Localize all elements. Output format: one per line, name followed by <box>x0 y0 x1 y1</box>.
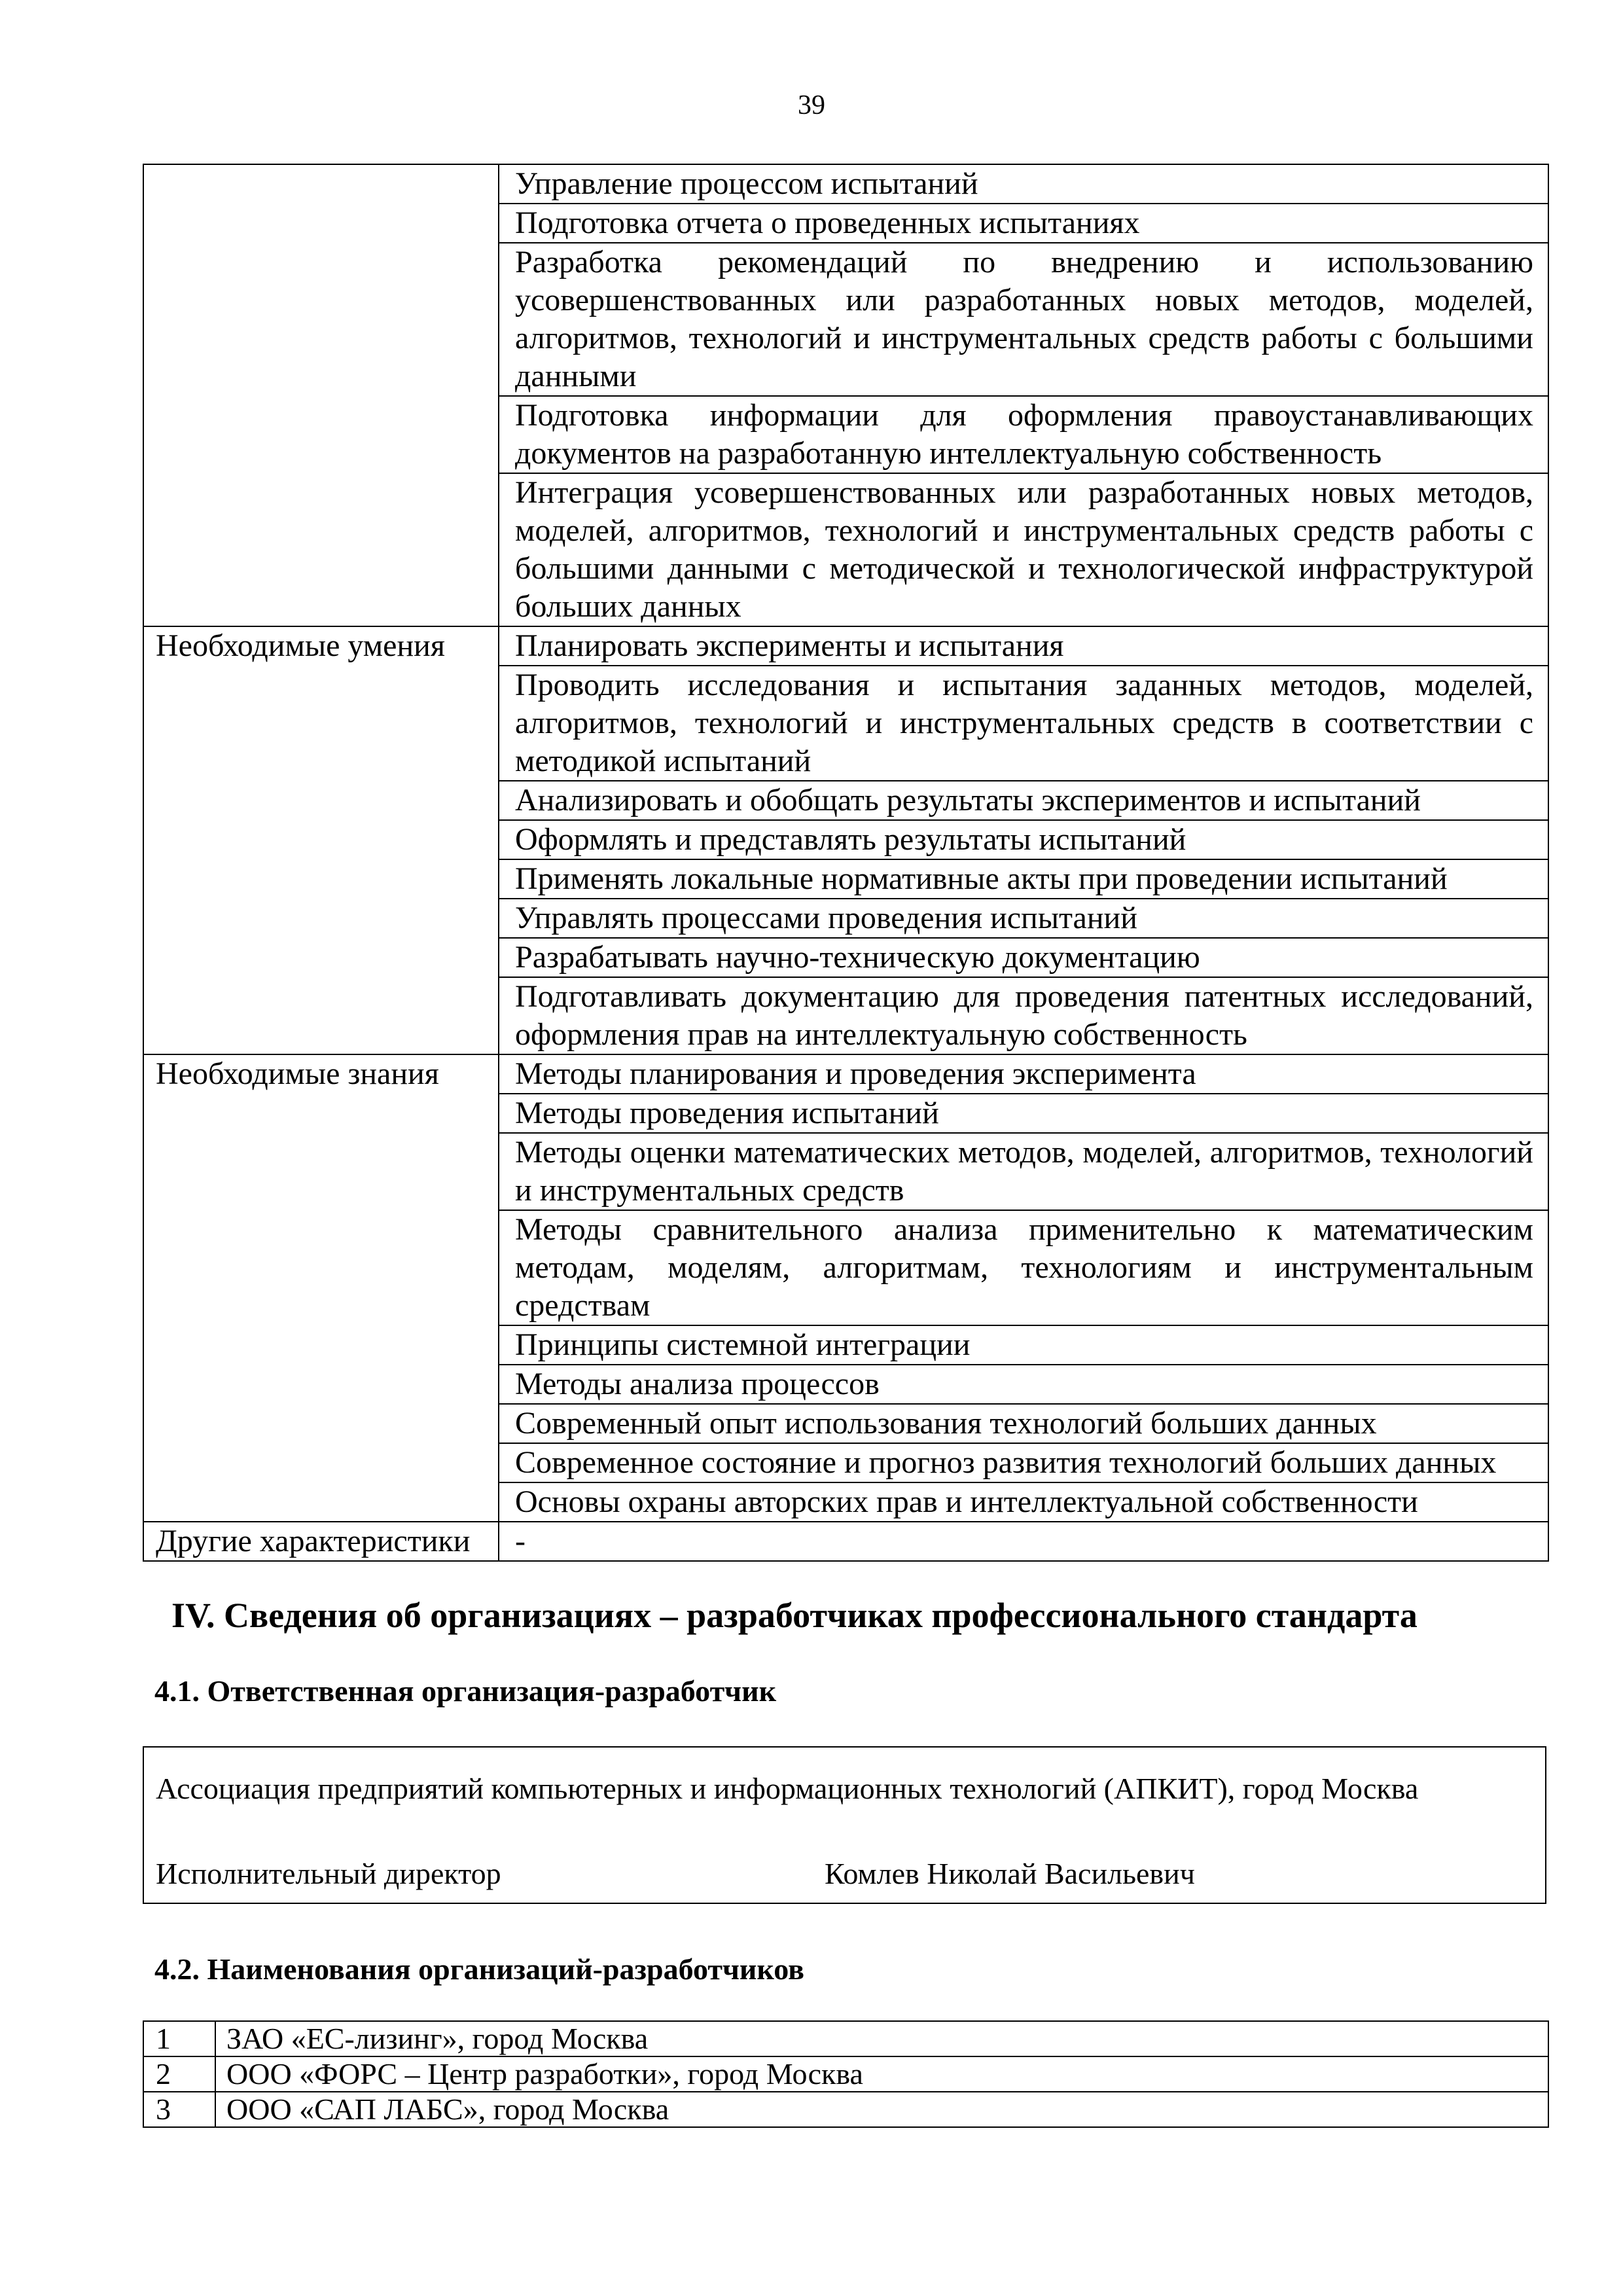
table-row <box>143 1054 1548 1094</box>
organization-cell: ООО «САП ЛАБС», город Москва <box>215 2092 1548 2127</box>
skills-label: Необходимые умения <box>143 626 499 1054</box>
table-cell: Оформлять и представлять результаты испытаний <box>499 820 1548 859</box>
organization-cell: ООО «ФОРС – Центр разработки», город Москва <box>215 2056 1548 2092</box>
table-row <box>143 164 1548 204</box>
table-cell: Методы оценки математических методов, моделей, алгоритмов, технологий и инструментальных средств <box>499 1133 1548 1210</box>
subsection-heading-developers: 4.2. Наименования организаций-разработчиков <box>154 1952 804 1986</box>
row-number: 3 <box>143 2092 215 2127</box>
table-row <box>143 1522 1548 1561</box>
labor-functions-table <box>143 164 1549 1562</box>
table-cell: Разрабатывать научно-техническую документацию <box>499 938 1548 977</box>
table-cell: Применять локальные нормативные акты при проведении испытаний <box>499 859 1548 899</box>
table-row <box>143 2021 1548 2056</box>
continued-label-cell <box>143 164 499 626</box>
organization-cell: ЗАО «ЕС-лизинг», город Москва <box>215 2021 1548 2056</box>
table-row <box>143 2092 1548 2127</box>
row-number: 2 <box>143 2056 215 2092</box>
knowledge-label: Необходимые знания <box>143 1054 499 1522</box>
page-number: 39 <box>798 90 825 120</box>
table-cell: Основы охраны авторских прав и интеллектуальной собственности <box>499 1482 1548 1522</box>
table-cell: Планировать эксперименты и испытания <box>499 626 1548 666</box>
table-cell: Подготавливать документацию для проведения патентных исследований, оформления прав на интеллектуальную собственность <box>499 977 1548 1054</box>
table-cell: Проводить исследования и испытания заданных методов, моделей, алгоритмов, технологий и инструментальных средств в соответствии с методикой испытаний <box>499 666 1548 781</box>
section-heading: IV. Сведения об организациях – разработчиках профессионального стандарта <box>171 1596 1418 1635</box>
other-characteristics-value: - <box>499 1522 1548 1561</box>
table-cell: Разработка рекомендаций по внедрению и использованию усовершенствованных или разработанных новых методов, моделей, алгоритмов, технологий и инструментальных средств работы с большими данными <box>499 243 1548 396</box>
table-row <box>143 2056 1548 2092</box>
other-characteristics-label: Другие характеристики <box>143 1522 499 1561</box>
table-cell: Методы проведения испытаний <box>499 1094 1548 1133</box>
signatory-position: Исполнительный директор <box>156 1857 501 1890</box>
table-cell: Управление процессом испытаний <box>499 164 1548 204</box>
table-cell: Управлять процессами проведения испытаний <box>499 899 1548 938</box>
table-cell: Подготовка информации для оформления правоустанавливающих документов на разработанную интеллектуальную собственность <box>499 396 1548 473</box>
table-cell: Интеграция усовершенствованных или разработанных новых методов, моделей, алгоритмов, технологий и инструментальных средств работы с большими данными с методической и технологической инфраструктурой больших данных <box>499 473 1548 626</box>
row-number: 1 <box>143 2021 215 2056</box>
table-cell: Методы планирования и проведения эксперимента <box>499 1054 1548 1094</box>
table-cell: Современное состояние и прогноз развития технологий больших данных <box>499 1443 1548 1482</box>
responsible-organization-box <box>143 1746 1546 1904</box>
organization-name: Ассоциация предприятий компьютерных и информационных технологий (АПКИТ), город Москва <box>156 1772 1419 1805</box>
table-cell: Современный опыт использования технологий больших данных <box>499 1404 1548 1443</box>
table-cell: Подготовка отчета о проведенных испытаниях <box>499 204 1548 243</box>
table-cell: Анализировать и обобщать результаты экспериментов и испытаний <box>499 781 1548 820</box>
signatory-name: Комлев Николай Васильевич <box>825 1857 1195 1890</box>
table-cell: Методы сравнительного анализа применительно к математическим методам, моделям, алгоритмам, технологиям и инструментальным средствам <box>499 1210 1548 1325</box>
table-cell: Методы анализа процессов <box>499 1365 1548 1404</box>
developer-organizations-table <box>143 2020 1549 2128</box>
table-cell: Принципы системной интеграции <box>499 1325 1548 1365</box>
table-row <box>143 626 1548 666</box>
subsection-heading-responsible: 4.1. Ответственная организация-разработчик <box>154 1674 777 1708</box>
